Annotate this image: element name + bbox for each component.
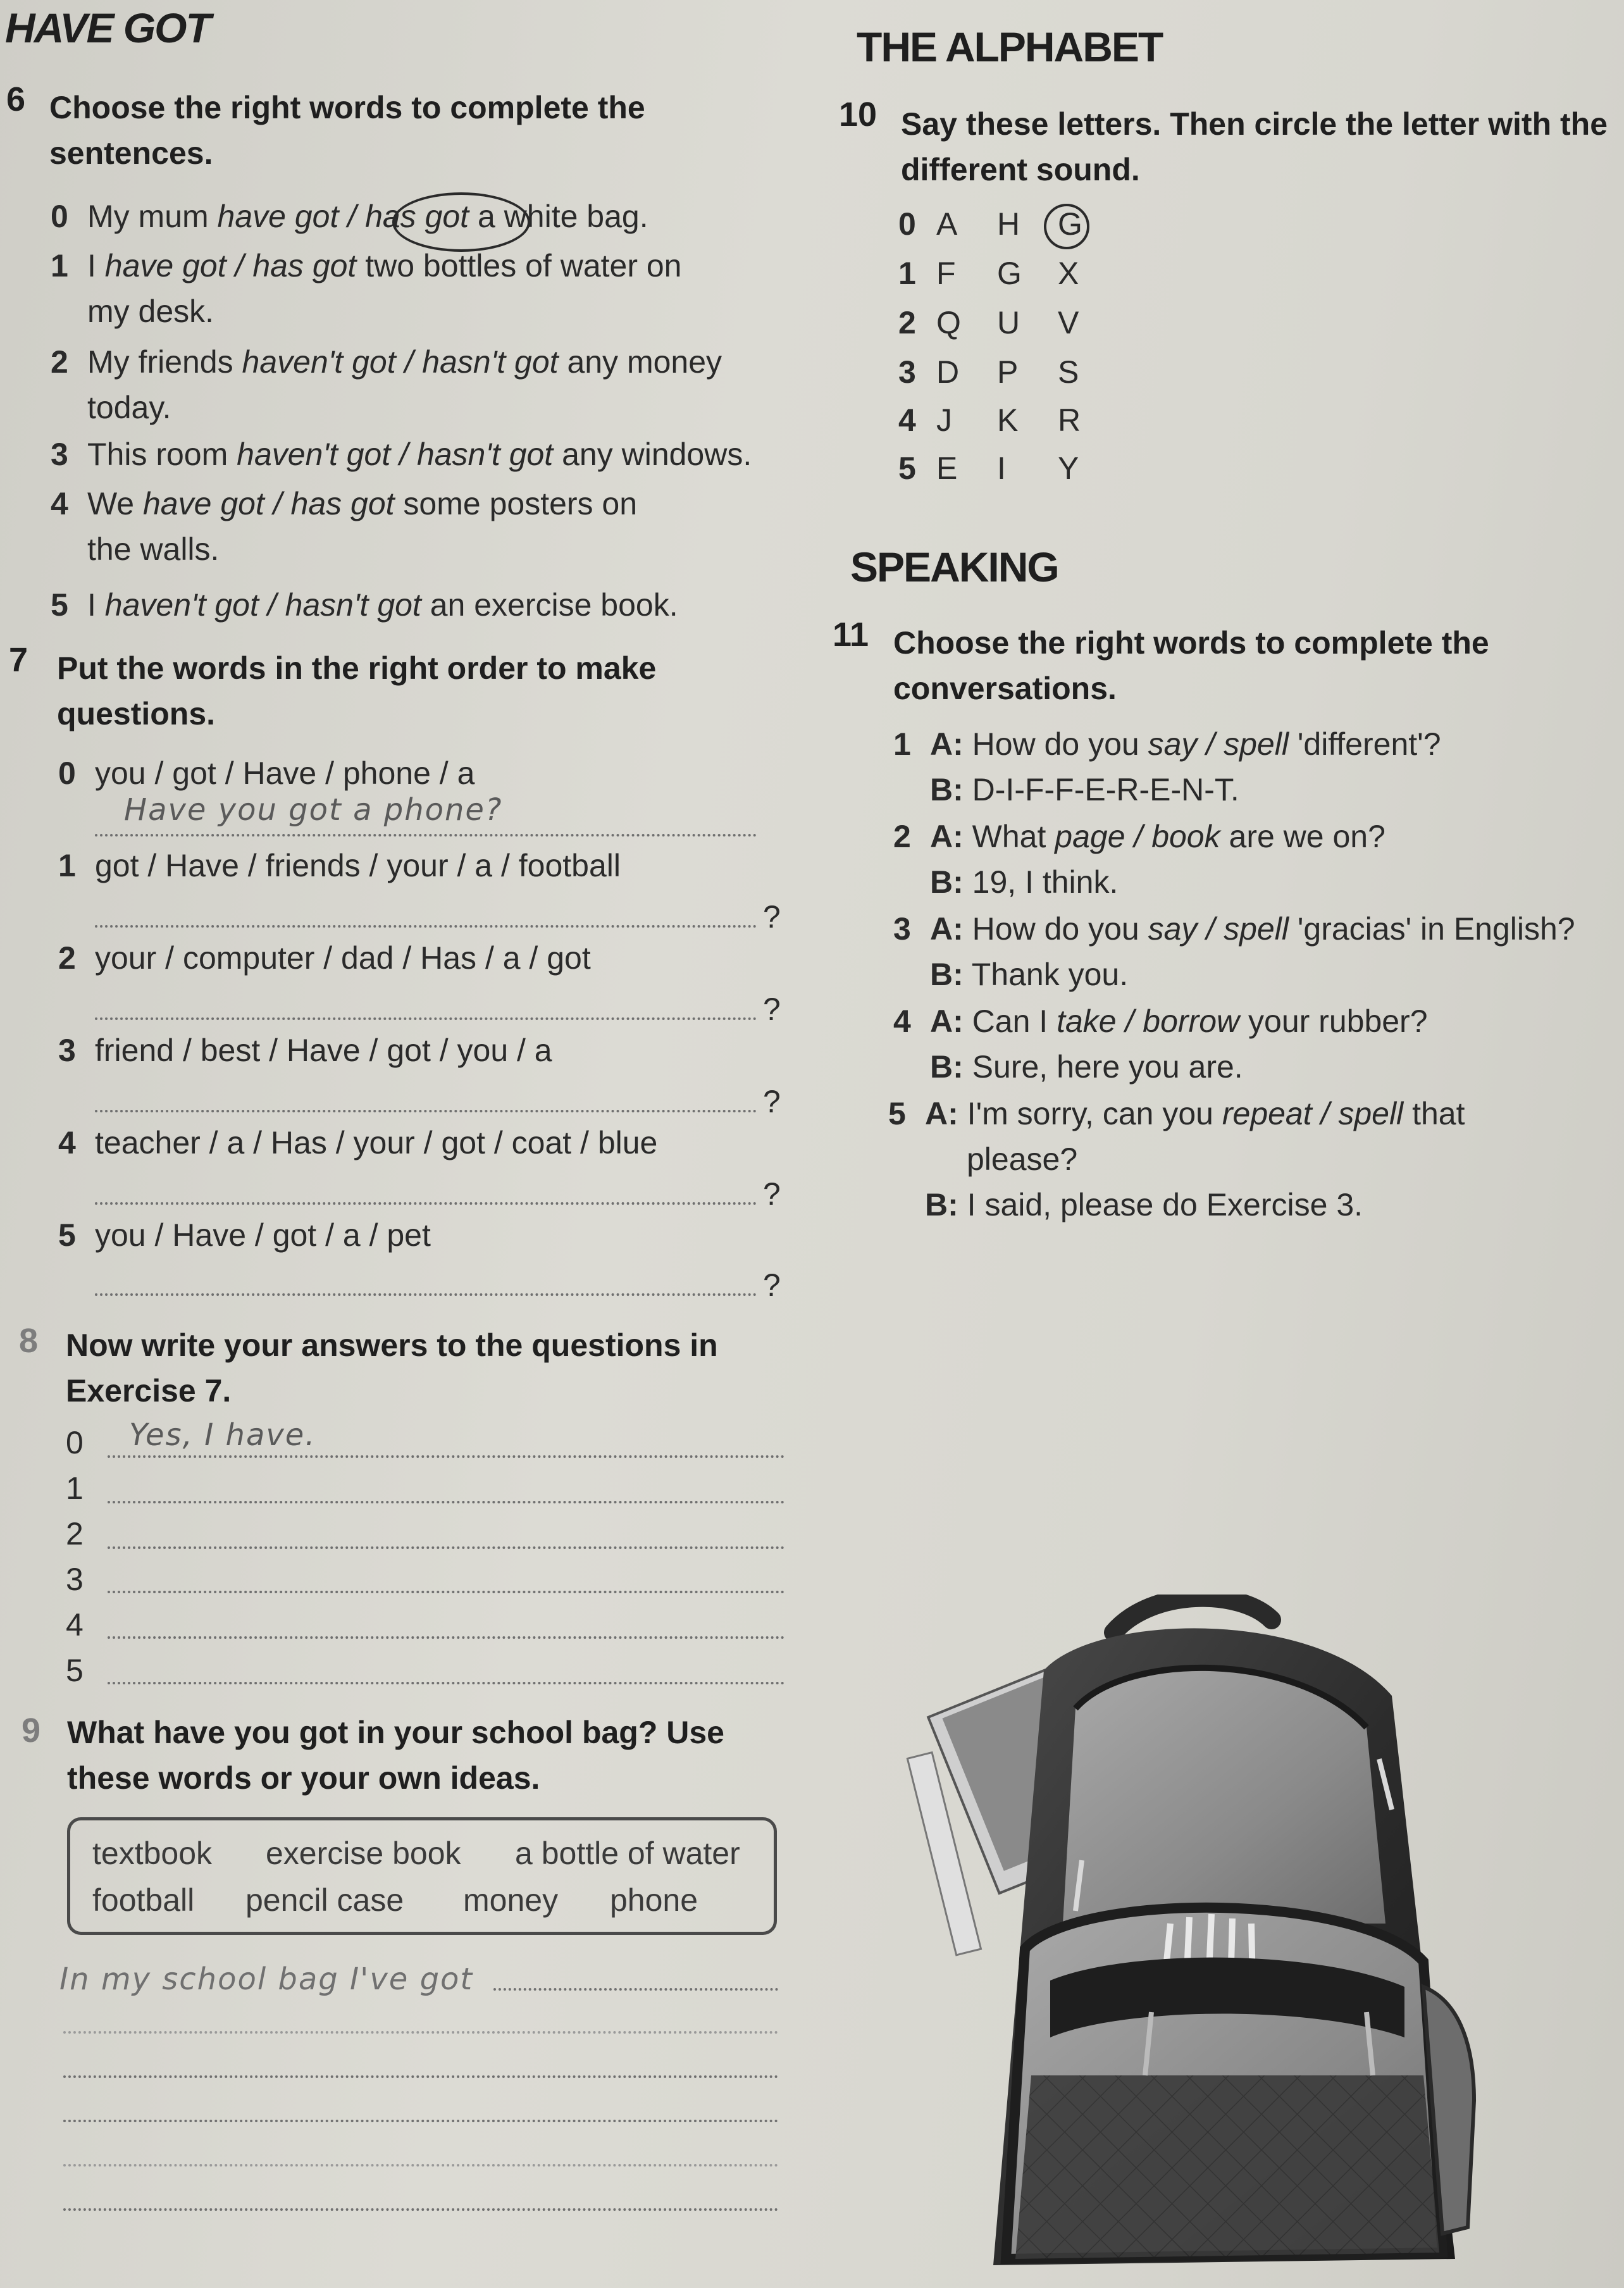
ex8-item-1-number: 1 [66,1470,84,1506]
ex7-item-0: 0 you / got / Have / phone / a [58,755,475,791]
school-backpack-photo [886,1595,1518,2284]
ex8-answer-line-5[interactable] [108,1682,784,1684]
section-title-have-got: HAVE GOT [5,4,210,51]
ex8-answer-line-0[interactable] [108,1455,784,1458]
ex6-item-3: 3 This room haven't got / hasn't got any windows. [51,437,752,472]
ex7-qmark-2: ? [763,992,781,1027]
ex10-row-2: 2 Q U V [898,305,1079,340]
word-box-item: exercise book [266,1836,461,1871]
ex8-answer-line-4[interactable] [108,1636,784,1639]
ex7-handwritten-answer-0: Have you got a phone? [124,792,503,828]
word-box-item: football [92,1882,195,1918]
ex9-writing-line-5[interactable] [63,2208,778,2211]
ex8-item-3-number: 3 [66,1562,84,1597]
ex7-item-5: 5 you / Have / got / a / pet [58,1217,431,1253]
ex9-writing-line-0[interactable] [493,1988,778,1991]
ex7-answer-line-1[interactable] [95,925,757,928]
ex11-item-3: 3 A: How do you say / spell 'gracias' in English? B: Thank you. [893,911,1575,992]
exercise-9-instruction: What have you got in your school bag? Use these words or your own ideas. [67,1715,724,1796]
ex7-qmark-4: ? [763,1176,781,1212]
ex7-answer-line-5[interactable] [95,1293,757,1296]
word-box-item: textbook [92,1836,213,1871]
ex10-circled-letter: G [1058,206,1082,242]
ex10-row-4: 4 J K R [898,402,1081,438]
ex8-answer-line-2[interactable] [108,1546,784,1549]
ex8-item-0-number: 0 [66,1425,84,1460]
ex6-item-5: 5 I haven't got / hasn't got an exercise book. [51,587,678,623]
ex8-handwritten-answer-0: Yes, I have. [129,1417,316,1453]
ex9-writing-line-2[interactable] [63,2075,778,2078]
exercise-11-instruction: Choose the right words to complete the conversations. [893,625,1489,706]
exercise-8-instruction: Now write your answers to the questions in Exercise 7. [66,1327,718,1408]
ex9-writing-line-1[interactable] [63,2031,778,2034]
ex8-answer-line-3[interactable] [108,1591,784,1593]
ex7-qmark-5: ? [763,1267,781,1303]
ex6-item-2: 2 My friends haven't got / hasn't got any money today. [51,344,722,425]
exercise-10-number: 10 [839,96,877,134]
word-box-item: phone [610,1882,698,1918]
ex7-answer-line-3[interactable] [95,1110,757,1112]
ex11-item-4: 4 A: Can I take / borrow your rubber? B: Sure, here you are. [893,1004,1428,1085]
word-box-item: a bottle of water [515,1836,740,1871]
exercise-6-instruction: Choose the right words to complete the sentences. [49,90,645,171]
ex7-item-1: 1 got / Have / friends / your / a / football [58,848,621,883]
ex11-item-5: 5 A: I'm sorry, can you repeat / spell that please? B: I said, please do Exercise 3. [888,1096,1465,1222]
ex8-answer-line-1[interactable] [108,1501,784,1503]
section-title-alphabet: THE ALPHABET [857,23,1163,70]
section-title-speaking: SPEAKING [850,544,1058,590]
exercise-11-number: 11 [833,616,869,654]
ex9-writing-line-4[interactable] [63,2164,778,2167]
ex10-row-5: 5 E I Y [898,451,1079,486]
ex7-item-4: 4 teacher / a / Has / your / got / coat / blue [58,1125,658,1160]
ex9-writing-line-3[interactable] [63,2120,778,2122]
ex6-item-0-circled-answer: has got [365,199,469,234]
exercise-6-number: 6 [6,80,26,118]
ex7-qmark-1: ? [763,899,781,935]
exercise-10-instruction: Say these letters. Then circle the letter with the different sound. [901,106,1608,187]
ex8-item-5-number: 5 [66,1653,84,1688]
ex6-item-4: 4 We have got / has got some posters on the walls. [51,486,638,567]
exercise-7-instruction: Put the words in the right order to make questions. [57,650,657,731]
ex10-row-3: 3 D P S [898,354,1079,390]
exercise-9-number: 9 [22,1712,41,1750]
ex8-item-2-number: 2 [66,1516,84,1551]
ex10-row-1: 1 F G X [898,256,1079,291]
ex7-answer-line-4[interactable] [95,1202,757,1205]
ex7-item-3: 3 friend / best / Have / got / you / a [58,1033,552,1068]
word-box-item: pencil case [245,1882,404,1918]
ex11-item-1: 1 A: How do you say / spell 'different'? B: D-I-F-F-E-R-E-N-T. [893,726,1441,807]
ex10-row-0: 0 A H G [898,201,1119,247]
exercise-7-number: 7 [9,641,28,679]
ex7-answer-line-2[interactable] [95,1017,757,1020]
ex6-item-0: 0 My mum have got / has got a white bag. [51,199,648,234]
exercise-8-number: 8 [19,1322,39,1360]
ex9-handwritten-start: In my school bag I've got [59,1962,474,1997]
ex6-item-1: 1 I have got / has got two bottles of water on my desk. [51,248,682,329]
letter-circle-mark [1044,204,1089,249]
ex7-qmark-3: ? [763,1084,781,1119]
ex8-item-4-number: 4 [66,1607,84,1643]
word-box-item: money [463,1882,559,1918]
ex11-item-2: 2 A: What page / book are we on? B: 19, I think. [893,819,1385,900]
ex7-answer-line-0[interactable] [95,834,757,836]
ex7-item-2: 2 your / computer / dad / Has / a / got [58,940,591,976]
